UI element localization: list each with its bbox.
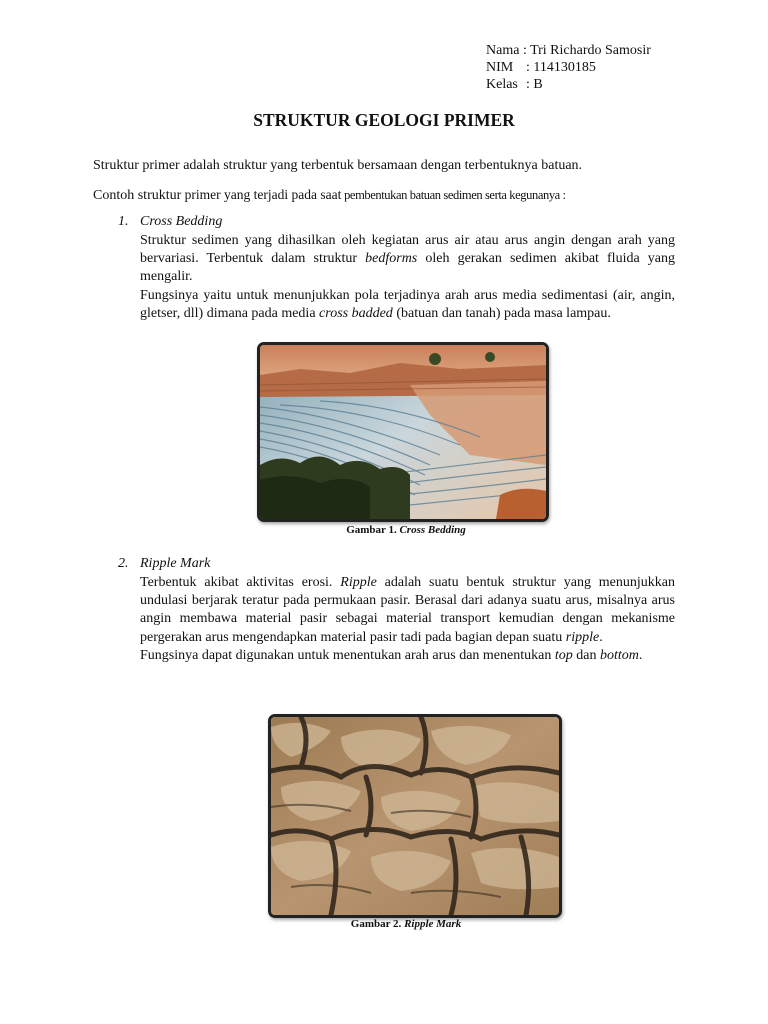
item-2-desc-em: Ripple	[340, 575, 377, 590]
item-1-description	[140, 232, 675, 287]
item-1-func-b: (batuan dan tanah) pada masa lampau.	[392, 305, 611, 321]
caption-2-title: Ripple Mark	[404, 918, 462, 930]
item-1-number: 1.	[118, 214, 129, 229]
item-2-desc-em2: ripple	[565, 629, 600, 645]
examples-text-a: Contoh struktur	[93, 188, 182, 203]
item-2-func-em2: bottom	[599, 647, 639, 663]
item-2-desc-c: .	[599, 629, 603, 645]
ripple-mark-photo	[268, 714, 562, 918]
caption-1	[0, 524, 768, 536]
item-1-desc-b: oleh gerakan sedimen akibat fluida yang mengalir.	[140, 251, 675, 285]
caption-1-prefix: Gambar 1.	[346, 524, 400, 536]
caption-2	[0, 918, 768, 930]
item-1-func-a: Fungsinya yaitu untuk menunjukkan pola terjadinya arah arus media sedimentasi (air, angin, gletser, dll) dimana pada media	[140, 287, 675, 321]
nama-value: : Tri Richardo Samosir	[522, 43, 651, 58]
kelas-value: : B	[526, 77, 543, 92]
caption-2-prefix: Gambar 2.	[350, 918, 405, 930]
item-2-number: 2.	[118, 556, 129, 571]
cross-bedding-photo	[257, 342, 549, 522]
item-2-func-b: dan	[572, 647, 600, 663]
nim-row	[486, 59, 651, 76]
item-2-function	[140, 647, 675, 665]
item-1-body	[140, 232, 675, 323]
item-1-desc-em: bedforms	[365, 251, 418, 267]
nim-value: : 114130185	[526, 60, 596, 75]
examples-text-b: primer yang terjadi pada saat	[181, 187, 342, 202]
intro-definition: Struktur primer adalah struktur yang terbentuk bersamaan dengan terbentuknya batuan.	[93, 158, 583, 173]
item-2-func-a: Fungsinya dapat digunakan untuk menentukan arah arus dan menentukan	[140, 647, 555, 663]
examples-text-c: pembentukan batuan sedimen serta kegunanya :	[341, 188, 566, 202]
kelas-label: Kelas	[486, 77, 518, 92]
item-2-heading: Ripple Mark	[140, 556, 211, 571]
item-2-desc-b: adalah suatu bentuk struktur yang menunjukkan undulasi berjarak teratur pada permukaan pasir. Berasal dari adanya suatu arus, misalnya arus angin membawa material pasir sebagai material transport kemudian dengan mekanisme pergerakan arus mengendapkan material pasir tadi pada bagian depan suatu	[140, 575, 675, 645]
item-1-func-em: cross badded	[319, 305, 393, 321]
item-2-func-em: top	[554, 647, 573, 663]
intro-examples	[93, 186, 566, 205]
item-2-description	[140, 574, 675, 647]
caption-1-title: Cross Bedding	[399, 524, 466, 536]
item-2-func-c: .	[638, 647, 643, 663]
item-1-desc-a: Struktur sedimen yang dihasilkan oleh kegiatan arus air atau arus angin dengan arah yang bervariasi. Terbentuk dalam struktur	[140, 233, 675, 267]
nim-label: NIM	[486, 60, 514, 75]
item-1-heading: Cross Bedding	[140, 214, 223, 229]
nama-label: Nama	[486, 43, 520, 58]
student-info	[486, 42, 651, 93]
nama-row	[486, 42, 651, 59]
item-1-function	[140, 287, 675, 323]
kelas-row	[486, 76, 651, 93]
page-title: STRUKTUR GEOLOGI PRIMER	[253, 110, 515, 130]
item-2-desc-a: Terbentuk akibat aktivitas erosi.	[140, 575, 341, 590]
item-2-body	[140, 574, 675, 665]
